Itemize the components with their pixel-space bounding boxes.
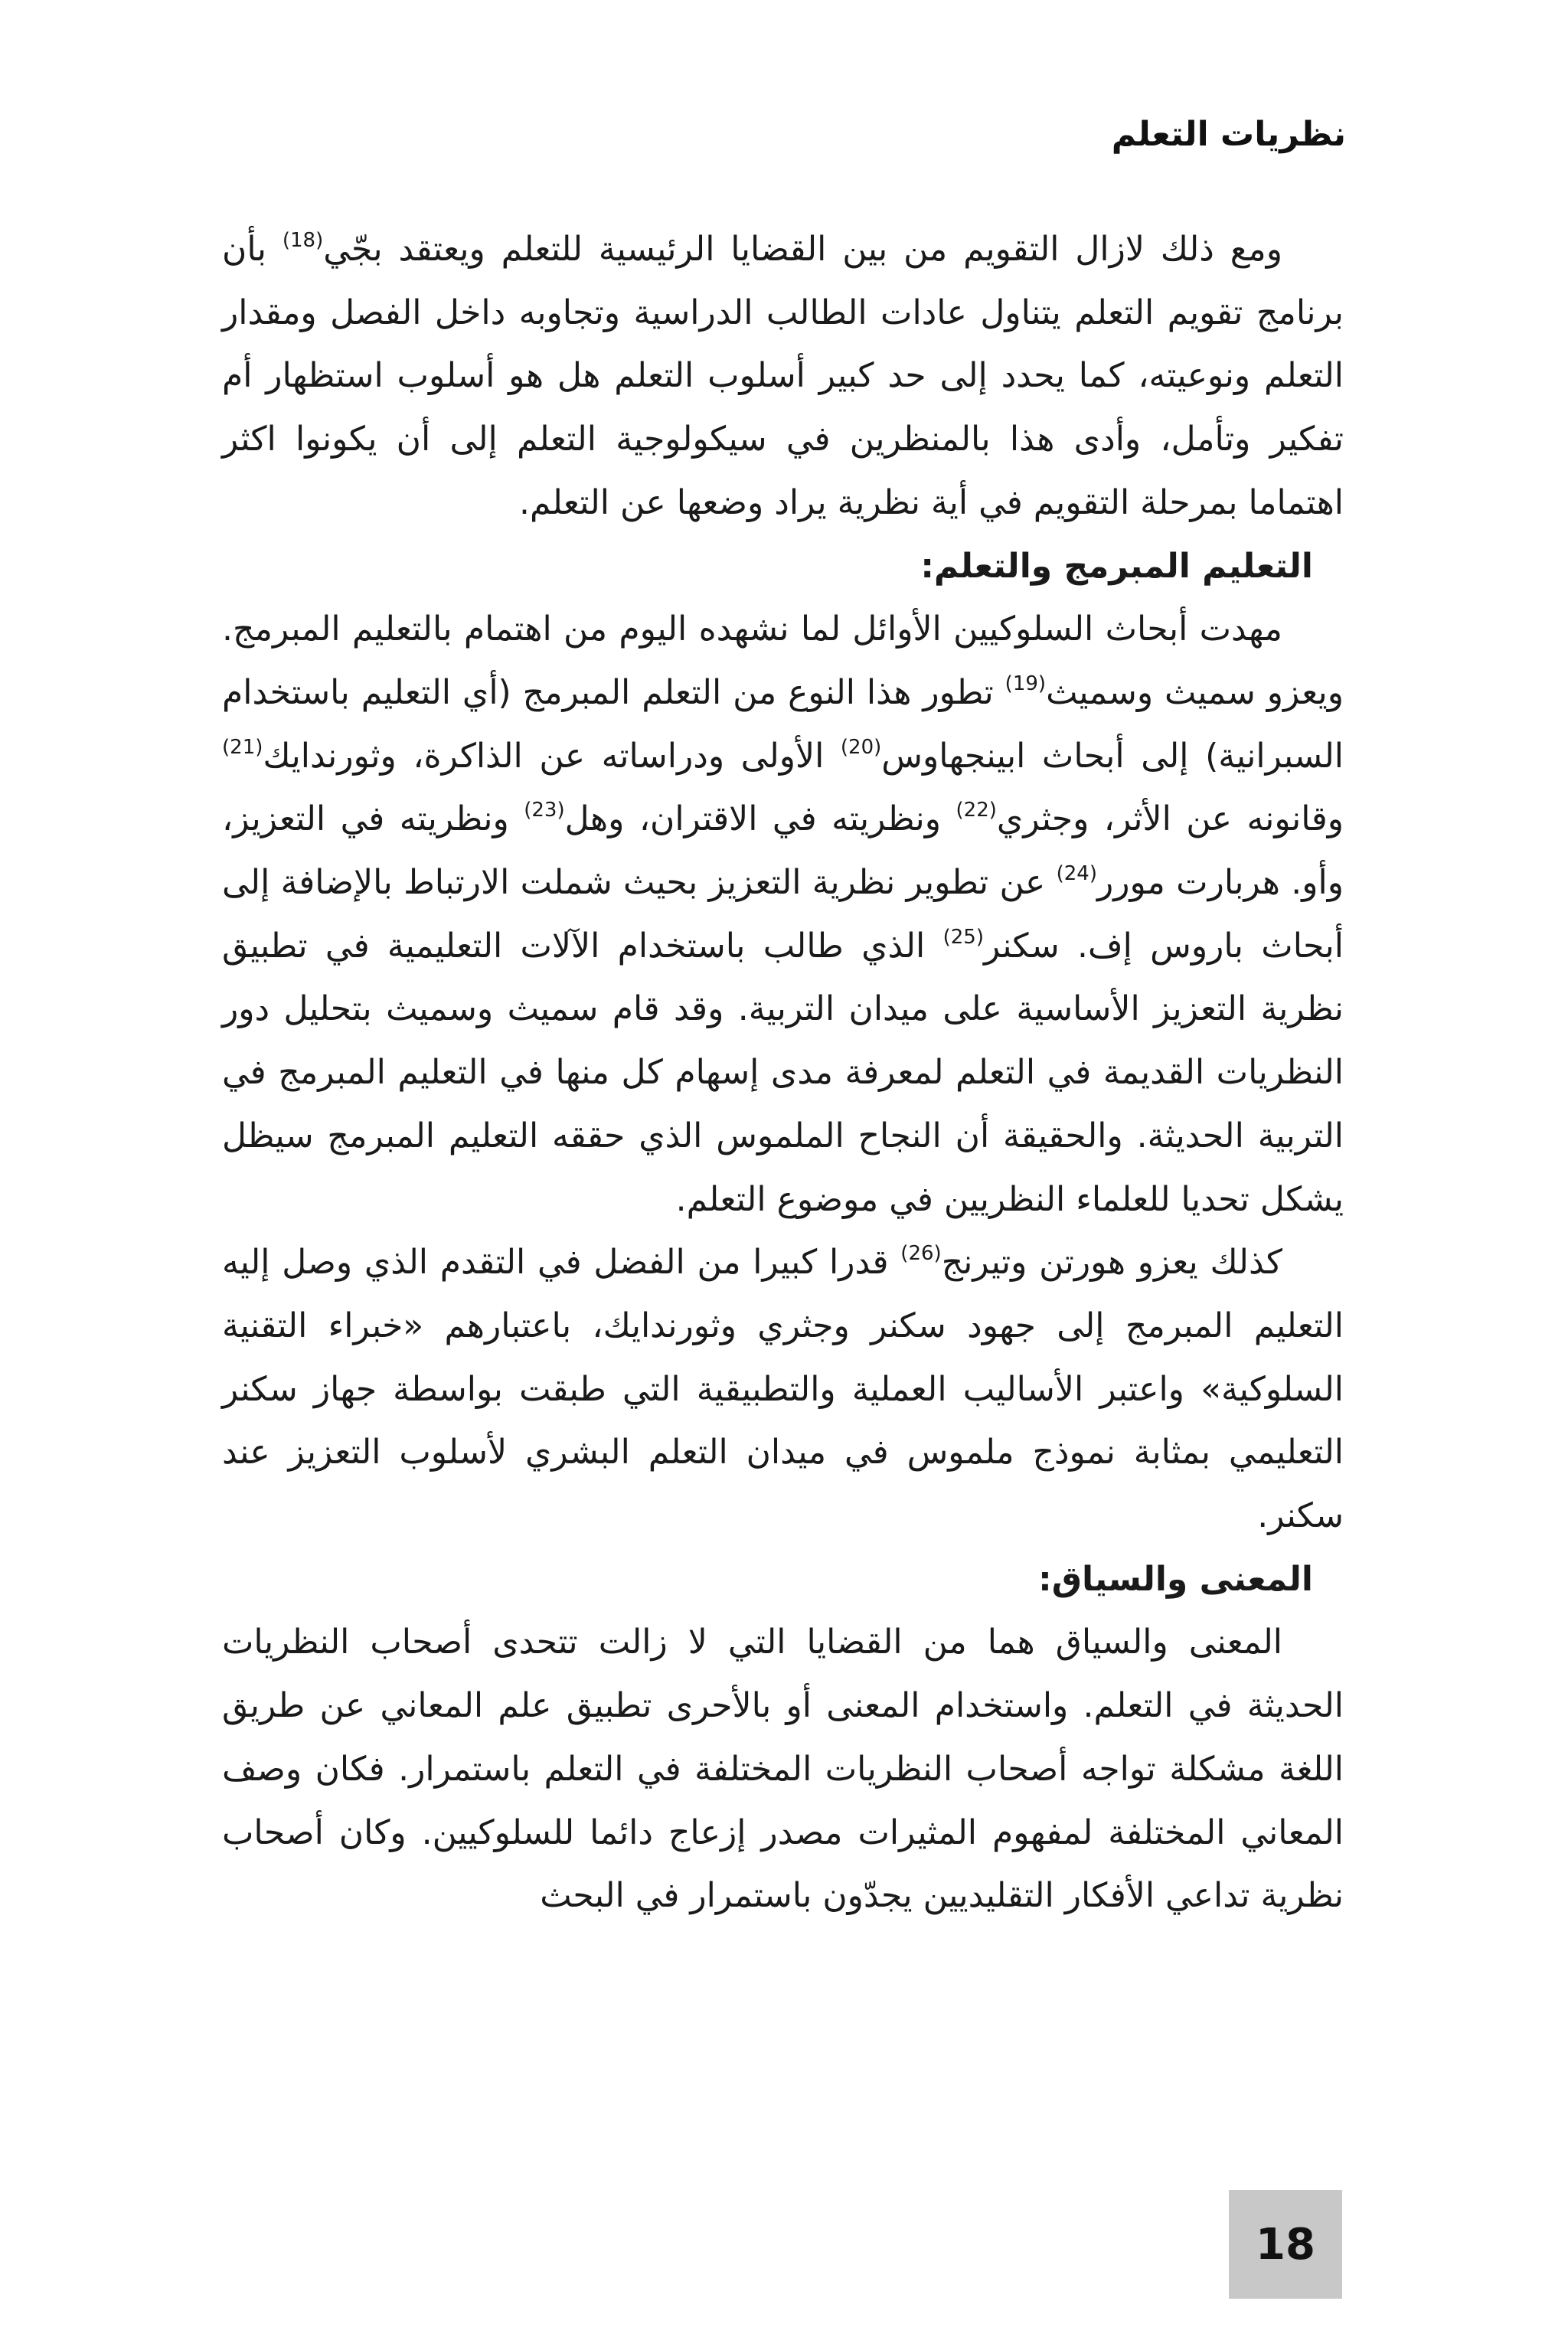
paragraph: [222, 218, 1344, 535]
footnote-marker: (19): [1004, 672, 1047, 695]
text-run: التعليم المبرمج والتعلم:: [920, 546, 1313, 586]
section-heading: [222, 1548, 1344, 1612]
section-heading: [222, 535, 1344, 599]
text-run: وقانونه عن الأثر، وجثري: [996, 799, 1344, 839]
text-run: مهدت أبحاث السلوكيين الأوائل لما نشهده اليوم من اهتمام بالتعليم المبرمج. ويعزو سميث وسميث: [222, 610, 1344, 712]
paragraph: [222, 598, 1344, 1231]
text-run: ونظريته في التعزيز، وأو. هربارت مورر: [222, 799, 1344, 903]
text-run: ونظريته في الاقتران، وهل: [564, 799, 956, 839]
running-header: نظريات التعلم: [1111, 115, 1346, 154]
text-run: تطور هذا النوع من التعلم المبرمج (أي التعليم باستخدام السبرانية) إلى أبحاث ابينجهاوس: [222, 672, 1344, 776]
footnote-marker: (23): [524, 799, 565, 822]
body-text: [222, 218, 1344, 1928]
text-run: بأن برنامج تقويم التعلم يتناول عادات الطالب الدراسية وتجاوبه داخل الفصل ومقدار التعلم ونوعيته، كما يحدد إلى حد كبير أسلوب التعلم هل هو أسلوب استظهار أم تفكير وتأمل، وأدى هذا بالمنظرين في سيكولوجية التعلم إلى أن يكونوا اكثر اهتماما بمرحلة التقويم في أية نظرية يراد وضعها عن التعلم.: [222, 230, 1344, 522]
page-number: 18: [1256, 2219, 1315, 2270]
paragraph: [222, 1611, 1344, 1928]
footnote-marker: (21): [222, 735, 263, 759]
footnote-marker: (24): [1056, 862, 1098, 886]
paragraph: [222, 1231, 1344, 1548]
text-run: عن تطوير نظرية التعزيز بحيث شملت الارتباط بالإضافة إلى أبحاث باروس إف. سكنر: [222, 863, 1344, 966]
footnote-marker: (20): [840, 735, 882, 759]
text-run: المعنى والسياق:: [1038, 1559, 1313, 1599]
text-run: قدرا كبيرا من الفضل في التقدم الذي وصل إليه التعليم المبرمج إلى جهود سكنر وجثري وثورندايك، باعتبارهم «خبراء التقنية السلوكية» واعتبر الأساليب العملية والتطبيقية التي طبقت بواسطة جهاز سكنر التعليمي بمثابة نموذج ملموس في ميدان التعلم البشري لأسلوب التعزيز عند سكنر.: [222, 1243, 1344, 1536]
text-run: الذي طالب باستخدام الآلات التعليمية في تطبيق نظرية التعزيز الأساسية على ميدان التربية. وقد قام سميث وسميث بتحليل دور النظريات القديمة في التعلم لمعرفة مدى إسهام كل منها في التعليم المبرمج في التربية الحديثة. والحقيقة أن النجاح الملموس الذي حققه التعليم المبرمج سيظل يشكل تحديا للعلماء النظريين في موضوع التعلم.: [222, 926, 1344, 1219]
text-run: كذلك يعزو هورتن وتيرنج: [941, 1243, 1283, 1283]
text-run: الأولى ودراساته عن الذاكرة، وثورندايك: [263, 736, 841, 776]
text-run: ومع ذلك لازال التقويم من بين القضايا الرئيسية للتعلم ويعتقد بجّي: [323, 230, 1283, 269]
footnote-marker: (26): [900, 1242, 942, 1266]
footnote-marker: (18): [282, 229, 324, 252]
footnote-marker: (25): [942, 925, 984, 949]
page-number-box: [1229, 2190, 1342, 2299]
text-run: المعنى والسياق هما من القضايا التي لا زالت تتحدى أصحاب النظريات الحديثة في التعلم. واستخدام المعنى أو بالأحرى تطبيق علم المعاني عن طريق اللغة مشكلة تواجه أصحاب النظريات المختلفة في التعلم باستمرار. فكان وصف المعاني المختلفة لمفهوم المثيرات مصدر إزعاج دائما للسلوكيين. وكان أصحاب نظرية تداعي الأفكار التقليديين يجدّون باستمرار في البحث: [222, 1623, 1344, 1916]
footnote-marker: (22): [956, 799, 997, 822]
